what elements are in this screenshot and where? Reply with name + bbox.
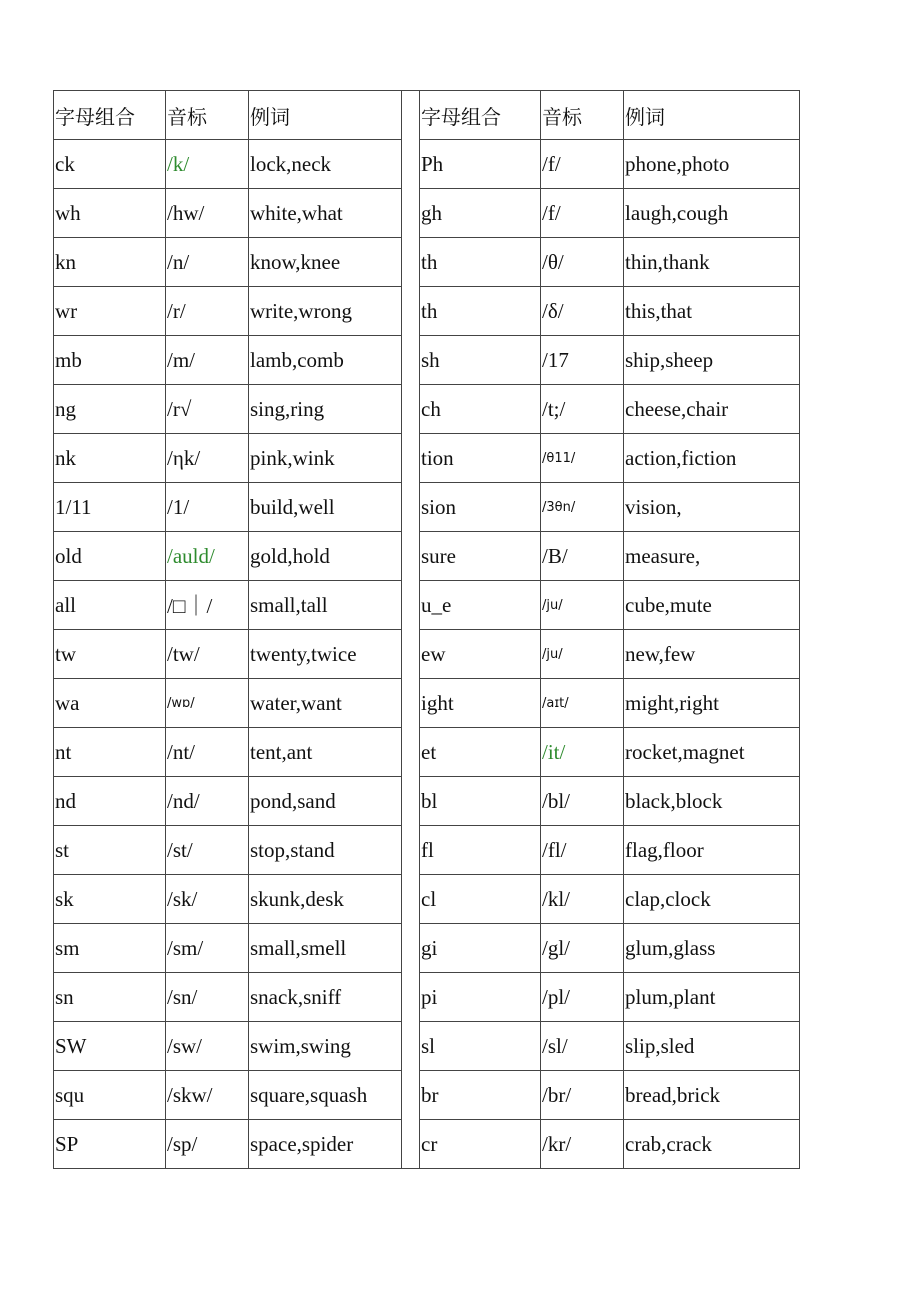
left-ipa-cell: /n/ bbox=[166, 238, 249, 287]
left-examples-cell: build,well bbox=[249, 483, 402, 532]
right-combo-cell: cr bbox=[420, 1120, 541, 1169]
table-row bbox=[54, 777, 800, 826]
left-examples-cell: gold,hold bbox=[249, 532, 402, 581]
right-combo-cell: sure bbox=[420, 532, 541, 581]
table-row bbox=[54, 875, 800, 924]
right-examples-cell: cube,mute bbox=[624, 581, 800, 630]
left-examples-cell: lamb,comb bbox=[249, 336, 402, 385]
table-row bbox=[54, 1022, 800, 1071]
left-combo-cell: wh bbox=[54, 189, 166, 238]
column-gap bbox=[402, 483, 420, 532]
left-ipa-cell: /sw/ bbox=[166, 1022, 249, 1071]
left-combo-cell: nd bbox=[54, 777, 166, 826]
column-gap bbox=[402, 973, 420, 1022]
right-examples-cell: action,fiction bbox=[624, 434, 800, 483]
table-row bbox=[54, 385, 800, 434]
left-examples-cell: small,smell bbox=[249, 924, 402, 973]
phonics-table bbox=[53, 90, 800, 1169]
left-ipa-cell: /st/ bbox=[166, 826, 249, 875]
left-combo-cell: old bbox=[54, 532, 166, 581]
left-ipa-cell: /tw/ bbox=[166, 630, 249, 679]
right-examples-cell: ship,sheep bbox=[624, 336, 800, 385]
left-ipa-cell: /skw/ bbox=[166, 1071, 249, 1120]
right-ipa-cell: /kr/ bbox=[541, 1120, 624, 1169]
column-gap bbox=[402, 826, 420, 875]
right-combo-cell: sh bbox=[420, 336, 541, 385]
table-row bbox=[54, 483, 800, 532]
left-ipa-cell: /sm/ bbox=[166, 924, 249, 973]
column-gap bbox=[402, 238, 420, 287]
left-ipa-cell: /nd/ bbox=[166, 777, 249, 826]
left-ipa-cell: /nt/ bbox=[166, 728, 249, 777]
right-combo-cell: sl bbox=[420, 1022, 541, 1071]
column-gap bbox=[402, 1120, 420, 1169]
left-ipa-cell: /sk/ bbox=[166, 875, 249, 924]
left-examples-cell: space,spider bbox=[249, 1120, 402, 1169]
right-combo-cell: et bbox=[420, 728, 541, 777]
table-row bbox=[54, 238, 800, 287]
left-combo-cell: mb bbox=[54, 336, 166, 385]
right-examples-cell: slip,sled bbox=[624, 1022, 800, 1071]
right-combo-cell: u_e bbox=[420, 581, 541, 630]
left-ipa-cell: /□｜/ bbox=[166, 581, 249, 630]
left-combo-cell: SP bbox=[54, 1120, 166, 1169]
right-combo-cell: th bbox=[420, 238, 541, 287]
left-combo-cell: squ bbox=[54, 1071, 166, 1120]
right-examples-cell: this,that bbox=[624, 287, 800, 336]
right-examples-cell: phone,photo bbox=[624, 140, 800, 189]
left-examples-header: 例词 bbox=[249, 91, 402, 140]
right-examples-cell: thin,thank bbox=[624, 238, 800, 287]
column-gap bbox=[402, 336, 420, 385]
right-ipa-cell: /fl/ bbox=[541, 826, 624, 875]
left-combo-cell: ng bbox=[54, 385, 166, 434]
right-ipa-cell: /ju/ bbox=[541, 581, 624, 630]
left-ipa-cell: /hw/ bbox=[166, 189, 249, 238]
right-combo-cell: th bbox=[420, 287, 541, 336]
right-combo-cell: sion bbox=[420, 483, 541, 532]
right-ipa-cell: /gl/ bbox=[541, 924, 624, 973]
table-body bbox=[54, 91, 800, 1169]
right-examples-cell: clap,clock bbox=[624, 875, 800, 924]
right-examples-cell: might,right bbox=[624, 679, 800, 728]
table-row bbox=[54, 973, 800, 1022]
left-ipa-cell: /1/ bbox=[166, 483, 249, 532]
table-row bbox=[54, 189, 800, 238]
right-examples-cell: flag,floor bbox=[624, 826, 800, 875]
header-row bbox=[54, 91, 800, 140]
left-combo-cell: nt bbox=[54, 728, 166, 777]
right-combo-cell: gh bbox=[420, 189, 541, 238]
left-combo-cell: ck bbox=[54, 140, 166, 189]
right-examples-cell: rocket,magnet bbox=[624, 728, 800, 777]
column-gap bbox=[402, 140, 420, 189]
column-gap bbox=[402, 875, 420, 924]
right-ipa-cell: /aɪt/ bbox=[541, 679, 624, 728]
right-ipa-cell: /bl/ bbox=[541, 777, 624, 826]
right-ipa-cell: /B/ bbox=[541, 532, 624, 581]
column-gap bbox=[402, 189, 420, 238]
column-gap bbox=[402, 924, 420, 973]
right-ipa-cell: /δ/ bbox=[541, 287, 624, 336]
column-gap bbox=[402, 777, 420, 826]
right-examples-cell: vision, bbox=[624, 483, 800, 532]
right-ipa-cell: /sl/ bbox=[541, 1022, 624, 1071]
right-examples-cell: crab,crack bbox=[624, 1120, 800, 1169]
right-ipa-cell: /f/ bbox=[541, 189, 624, 238]
right-combo-cell: cl bbox=[420, 875, 541, 924]
left-combo-header: 字母组合 bbox=[54, 91, 166, 140]
right-ipa-cell: /θ/ bbox=[541, 238, 624, 287]
right-ipa-cell: /it/ bbox=[541, 728, 624, 777]
column-gap bbox=[402, 1022, 420, 1071]
left-examples-cell: swim,swing bbox=[249, 1022, 402, 1071]
left-ipa-cell: /ηk/ bbox=[166, 434, 249, 483]
table-row bbox=[54, 336, 800, 385]
left-examples-cell: white,what bbox=[249, 189, 402, 238]
column-gap bbox=[402, 434, 420, 483]
right-examples-cell: measure, bbox=[624, 532, 800, 581]
left-combo-cell: sn bbox=[54, 973, 166, 1022]
left-combo-cell: all bbox=[54, 581, 166, 630]
right-combo-cell: Ph bbox=[420, 140, 541, 189]
right-examples-cell: laugh,cough bbox=[624, 189, 800, 238]
table-row bbox=[54, 1071, 800, 1120]
left-examples-cell: stop,stand bbox=[249, 826, 402, 875]
right-ipa-cell: /θ11/ bbox=[541, 434, 624, 483]
left-ipa-header: 音标 bbox=[166, 91, 249, 140]
left-ipa-cell: /m/ bbox=[166, 336, 249, 385]
right-combo-header: 字母组合 bbox=[420, 91, 541, 140]
left-ipa-cell: /wɒ/ bbox=[166, 679, 249, 728]
left-examples-cell: square,squash bbox=[249, 1071, 402, 1120]
right-ipa-cell: /pl/ bbox=[541, 973, 624, 1022]
table-row bbox=[54, 630, 800, 679]
right-ipa-cell: /3θn/ bbox=[541, 483, 624, 532]
left-ipa-cell: /k/ bbox=[166, 140, 249, 189]
left-combo-cell: sm bbox=[54, 924, 166, 973]
left-combo-cell: wr bbox=[54, 287, 166, 336]
column-gap bbox=[402, 91, 420, 140]
right-examples-cell: new,few bbox=[624, 630, 800, 679]
left-ipa-cell: /r/ bbox=[166, 287, 249, 336]
right-combo-cell: tion bbox=[420, 434, 541, 483]
left-combo-cell: SW bbox=[54, 1022, 166, 1071]
table-row bbox=[54, 581, 800, 630]
column-gap bbox=[402, 581, 420, 630]
left-combo-cell: tw bbox=[54, 630, 166, 679]
left-ipa-cell: /sp/ bbox=[166, 1120, 249, 1169]
left-examples-cell: sing,ring bbox=[249, 385, 402, 434]
right-combo-cell: bl bbox=[420, 777, 541, 826]
left-examples-cell: know,knee bbox=[249, 238, 402, 287]
left-examples-cell: lock,neck bbox=[249, 140, 402, 189]
right-examples-header: 例词 bbox=[624, 91, 800, 140]
right-combo-cell: gi bbox=[420, 924, 541, 973]
left-ipa-cell: /r√ bbox=[166, 385, 249, 434]
left-combo-cell: nk bbox=[54, 434, 166, 483]
left-examples-cell: write,wrong bbox=[249, 287, 402, 336]
right-combo-cell: ight bbox=[420, 679, 541, 728]
right-examples-cell: cheese,chair bbox=[624, 385, 800, 434]
table-row bbox=[54, 532, 800, 581]
left-examples-cell: pink,wink bbox=[249, 434, 402, 483]
right-ipa-cell: /f/ bbox=[541, 140, 624, 189]
table-row bbox=[54, 287, 800, 336]
right-examples-cell: bread,brick bbox=[624, 1071, 800, 1120]
left-combo-cell: kn bbox=[54, 238, 166, 287]
left-examples-cell: snack,sniff bbox=[249, 973, 402, 1022]
right-combo-cell: fl bbox=[420, 826, 541, 875]
left-combo-cell: wa bbox=[54, 679, 166, 728]
left-examples-cell: tent,ant bbox=[249, 728, 402, 777]
table-row bbox=[54, 434, 800, 483]
right-ipa-cell: /ju/ bbox=[541, 630, 624, 679]
left-ipa-cell: /sn/ bbox=[166, 973, 249, 1022]
left-examples-cell: skunk,desk bbox=[249, 875, 402, 924]
left-combo-cell: sk bbox=[54, 875, 166, 924]
left-examples-cell: water,want bbox=[249, 679, 402, 728]
right-ipa-cell: /17 bbox=[541, 336, 624, 385]
right-combo-cell: ew bbox=[420, 630, 541, 679]
right-examples-cell: glum,glass bbox=[624, 924, 800, 973]
left-examples-cell: pond,sand bbox=[249, 777, 402, 826]
column-gap bbox=[402, 385, 420, 434]
table-row bbox=[54, 1120, 800, 1169]
right-examples-cell: black,block bbox=[624, 777, 800, 826]
right-ipa-cell: /kl/ bbox=[541, 875, 624, 924]
column-gap bbox=[402, 287, 420, 336]
column-gap bbox=[402, 679, 420, 728]
left-combo-cell: st bbox=[54, 826, 166, 875]
column-gap bbox=[402, 630, 420, 679]
right-combo-cell: br bbox=[420, 1071, 541, 1120]
left-ipa-cell: /auld/ bbox=[166, 532, 249, 581]
right-ipa-cell: /br/ bbox=[541, 1071, 624, 1120]
table-row bbox=[54, 826, 800, 875]
left-examples-cell: twenty,twice bbox=[249, 630, 402, 679]
column-gap bbox=[402, 1071, 420, 1120]
table-row bbox=[54, 924, 800, 973]
table-row bbox=[54, 679, 800, 728]
right-examples-cell: plum,plant bbox=[624, 973, 800, 1022]
table-row bbox=[54, 728, 800, 777]
left-examples-cell: small,tall bbox=[249, 581, 402, 630]
right-combo-cell: ch bbox=[420, 385, 541, 434]
right-ipa-cell: /t;/ bbox=[541, 385, 624, 434]
right-combo-cell: pi bbox=[420, 973, 541, 1022]
right-ipa-header: 音标 bbox=[541, 91, 624, 140]
column-gap bbox=[402, 728, 420, 777]
column-gap bbox=[402, 532, 420, 581]
left-combo-cell: 1/11 bbox=[54, 483, 166, 532]
table-row bbox=[54, 140, 800, 189]
